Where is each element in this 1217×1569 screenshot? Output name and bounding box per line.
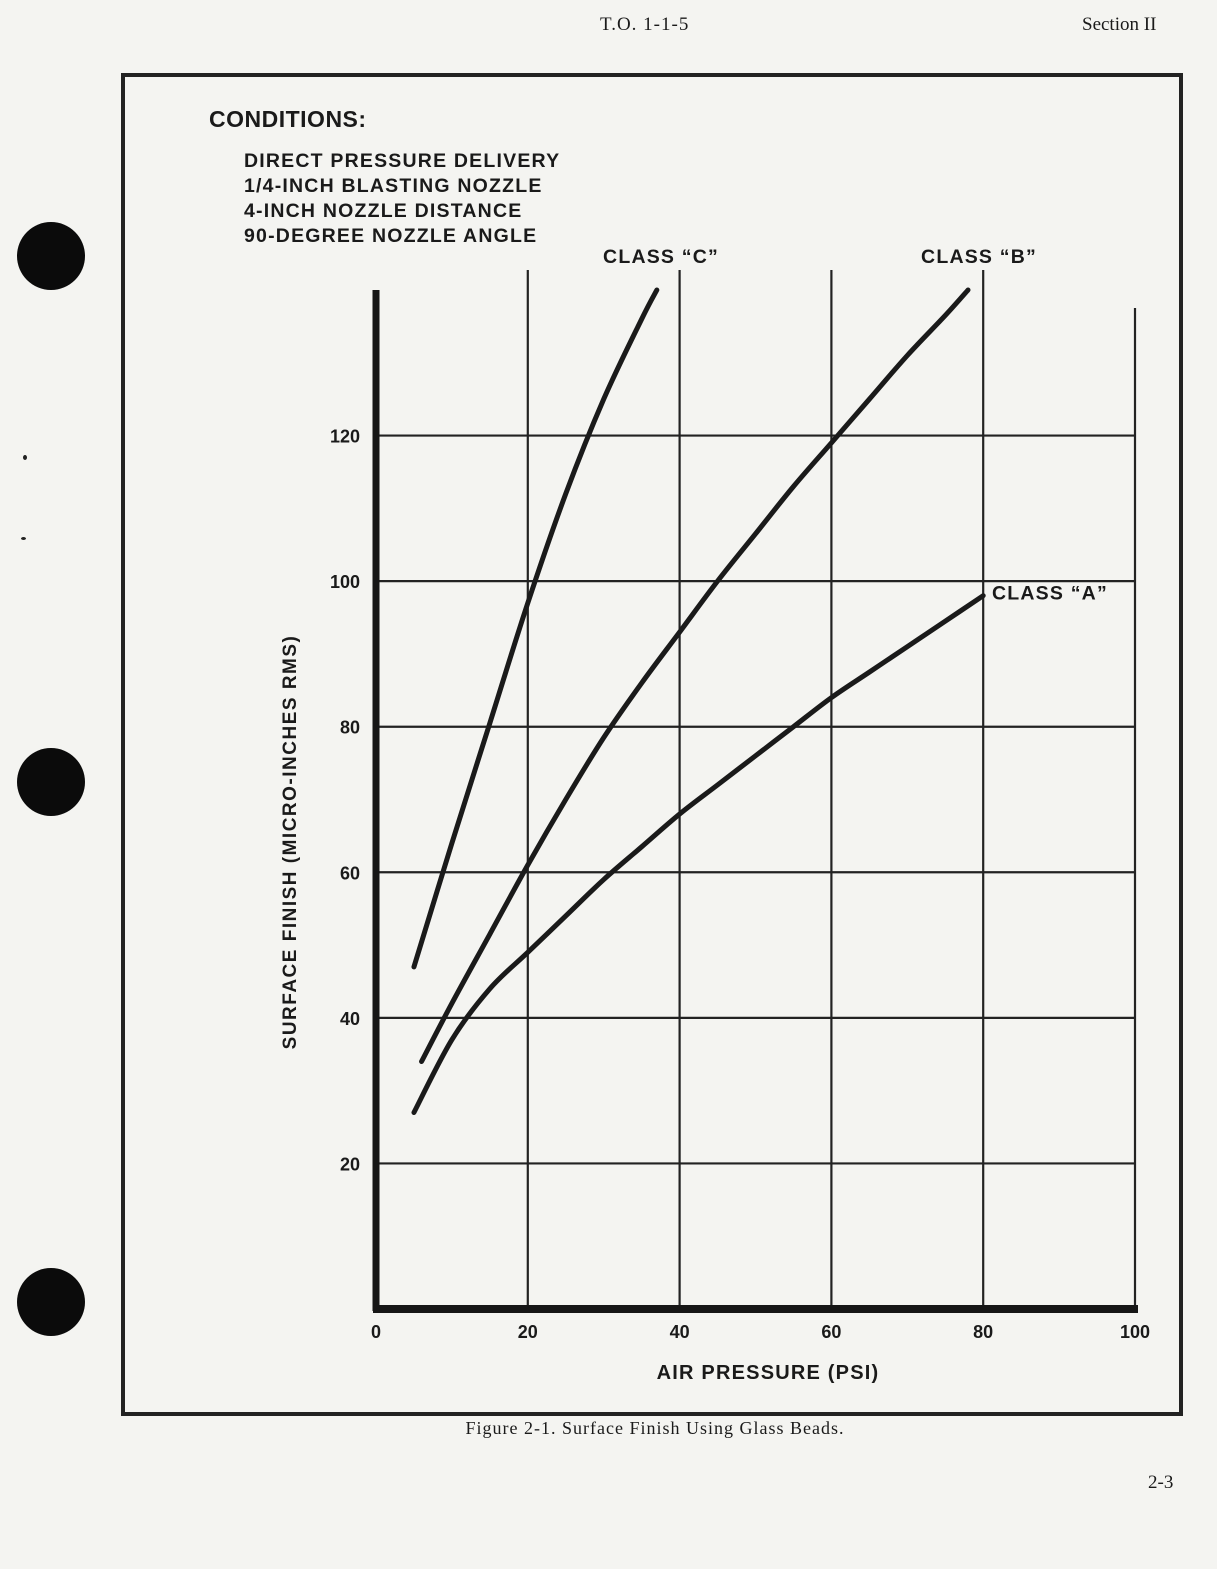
x-tick-label: 0: [370, 1322, 382, 1342]
x-axis-label: AIR PRESSURE (PSI): [656, 1362, 880, 1384]
series-label: CLASS “C”: [603, 246, 719, 268]
page-number: 2-3: [1148, 1472, 1174, 1493]
condition-item: 90-DEGREE NOZZLE ANGLE: [244, 225, 538, 247]
y-tick-label: 20: [339, 1154, 360, 1175]
x-tick-label: 100: [1119, 1322, 1151, 1342]
series-label: CLASS “A”: [992, 582, 1108, 605]
condition-item: 4-INCH NOZZLE DISTANCE: [244, 200, 523, 222]
y-tick-label: 100: [329, 572, 360, 593]
x-tick-label: 20: [517, 1322, 538, 1342]
section-label: Section II: [1082, 14, 1157, 35]
x-tick-label: 40: [669, 1322, 690, 1342]
condition-item: 1/4-INCH BLASTING NOZZLE: [244, 175, 543, 197]
y-tick-label: 120: [329, 426, 360, 447]
figure-caption: Figure 2-1. Surface Finish Using Glass Beads.: [465, 1418, 845, 1438]
y-axis-label: SURFACE FINISH (MICRO-INCHES RMS): [280, 634, 301, 1050]
document-id: T.O. 1-1-5: [600, 14, 690, 35]
series-line: [414, 596, 983, 1113]
x-tick-label: 60: [821, 1322, 842, 1342]
condition-item: DIRECT PRESSURE DELIVERY: [244, 150, 561, 172]
x-tick-label: 80: [973, 1322, 994, 1342]
y-tick-label: 40: [339, 1008, 360, 1029]
series-label: CLASS “B”: [921, 246, 1037, 268]
y-tick-label: 60: [339, 863, 360, 884]
conditions-title: CONDITIONS:: [209, 106, 367, 132]
y-tick-label: 80: [339, 717, 360, 738]
